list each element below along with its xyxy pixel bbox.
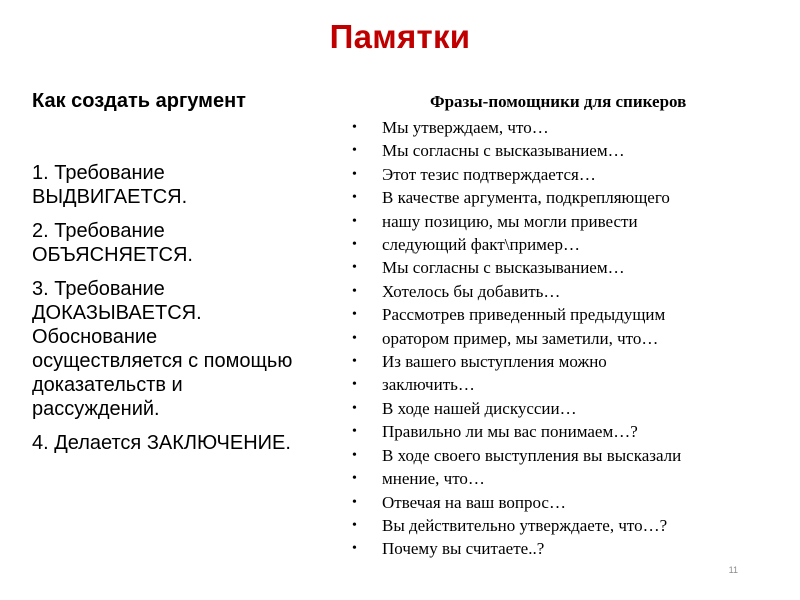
phrase-item xyxy=(342,350,762,373)
phrase-text: оратором пример, мы заметили, что… xyxy=(382,328,659,348)
argument-step: 1. Требование ВЫДВИГАЕТСЯ. xyxy=(32,162,188,208)
phrase-item xyxy=(342,139,762,162)
bullet-icon: • xyxy=(352,330,357,346)
phrase-text: Этот тезис подтверждается… xyxy=(382,164,596,184)
argument-step: 3. Требование ДОКАЗЫВАЕТСЯ. Обоснование осуществляется с помощью доказательств и рассуждений. xyxy=(32,278,293,420)
bullet-icon: • xyxy=(352,400,357,416)
phrase-item xyxy=(342,280,762,303)
bullet-icon: • xyxy=(352,541,357,557)
phrase-item xyxy=(342,444,762,467)
phrase-text: В качестве аргумента, подкрепляющего xyxy=(382,188,670,208)
speaker-phrases xyxy=(342,92,762,561)
bullet-icon: • xyxy=(352,120,357,135)
bullet-icon: • xyxy=(352,237,357,253)
argument-step: 4. Делается ЗАКЛЮЧЕНИЕ. xyxy=(32,432,291,454)
phrase-text: Мы согласны с высказыванием… xyxy=(382,141,625,161)
phrase-item xyxy=(342,116,762,139)
bullet-icon: • xyxy=(352,494,357,510)
phrase-item xyxy=(342,327,762,350)
phrase-item xyxy=(342,186,762,209)
phrases-list xyxy=(342,116,762,561)
argument-guide xyxy=(32,88,332,465)
phrase-text: Из вашего выступления можно xyxy=(382,352,607,372)
phrase-text: Мы согласны с высказыванием… xyxy=(382,258,625,278)
phrase-text: Правильно ли мы вас понимаем…? xyxy=(382,422,638,442)
argument-steps-list xyxy=(32,161,332,455)
bullet-icon: • xyxy=(352,166,357,182)
phrase-text: нашу позицию, мы могли привести xyxy=(382,211,638,231)
bullet-icon: • xyxy=(352,471,357,487)
phrase-item xyxy=(342,514,762,537)
phrase-text: Отвечая на ваш вопрос… xyxy=(382,492,566,512)
bullet-icon: • xyxy=(352,424,357,440)
argument-step: 2. Требование ОБЪЯСНЯЕТСЯ. xyxy=(32,220,193,266)
bullet-icon: • xyxy=(352,517,357,533)
bullet-icon: • xyxy=(352,190,357,206)
bullet-icon: • xyxy=(352,260,357,276)
argument-guide-heading: Как создать аргумент xyxy=(32,90,246,112)
phrase-item xyxy=(342,210,762,233)
phrase-item xyxy=(342,256,762,279)
phrase-item xyxy=(342,397,762,420)
phrase-item xyxy=(342,303,762,326)
phrase-text: В ходе своего выступления вы высказали xyxy=(382,445,682,465)
phrase-item xyxy=(342,373,762,396)
phrase-item xyxy=(342,233,762,256)
phrase-item xyxy=(342,537,762,560)
phrase-item xyxy=(342,420,762,443)
bullet-icon: • xyxy=(352,283,357,299)
phrase-text: Мы утверждаем, что… xyxy=(382,118,549,137)
phrase-text: Почему вы считаете..? xyxy=(382,539,545,559)
bullet-icon: • xyxy=(352,307,357,323)
bullet-icon: • xyxy=(352,447,357,463)
phrase-text: Рассмотрев приведенный предыдущим xyxy=(382,305,666,325)
speaker-phrases-heading: Фразы-помощники для спикеров xyxy=(430,92,687,111)
bullet-icon: • xyxy=(352,143,357,159)
bullet-icon: • xyxy=(352,213,357,229)
phrase-text: Хотелось бы добавить… xyxy=(382,281,561,301)
phrase-text: заключить… xyxy=(382,375,475,395)
phrase-item xyxy=(342,163,762,186)
phrase-text: мнение, что… xyxy=(382,469,485,489)
slide-title: Памятки xyxy=(329,18,471,55)
phrase-text: В ходе нашей дискуссии… xyxy=(382,398,577,418)
page-number: 11 xyxy=(728,565,738,575)
bullet-icon: • xyxy=(352,377,357,393)
phrase-item xyxy=(342,467,762,490)
phrase-item xyxy=(342,491,762,514)
phrase-text: Вы действительно утверждаете, что…? xyxy=(382,515,668,535)
phrase-text: следующий факт\пример… xyxy=(382,235,580,255)
bullet-icon: • xyxy=(352,354,357,370)
